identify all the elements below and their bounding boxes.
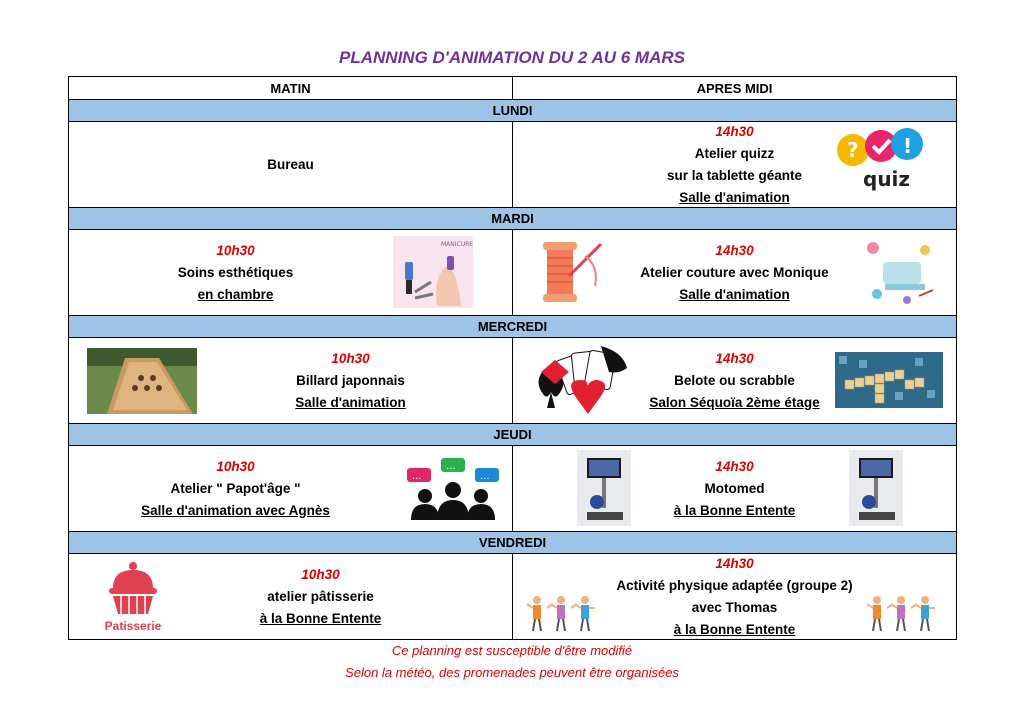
activity-place: Salle d'animation (679, 189, 790, 205)
wednesday-afternoon-cell (513, 338, 957, 424)
activity-place: Salon Séquoïa 2ème étage (649, 394, 820, 410)
activity-name: Belote ou scrabble (674, 372, 795, 388)
cupcake-icon (95, 560, 171, 634)
motomed-photo (849, 450, 903, 526)
activity-place: à la Bonne Entente (673, 621, 796, 637)
day-header-friday: VENDREDI (69, 532, 957, 554)
activity-name: Atelier quizz (694, 145, 775, 161)
thursday-morning-cell (69, 446, 513, 532)
friday-morning-cell (69, 554, 513, 640)
activity-name: Atelier couture avec Monique (640, 264, 829, 280)
svg-text:...: ... (446, 461, 456, 472)
schedule-table (68, 76, 957, 640)
playing-cards-icon (531, 342, 635, 420)
thursday-afternoon-cell (513, 446, 957, 532)
column-header-morning: MATIN (69, 77, 513, 100)
activity-name: Billard japonnais (296, 372, 405, 388)
manicure-icon (393, 236, 473, 308)
activity-name: atelier pâtisserie (267, 588, 374, 604)
page-title: PLANNING D'ANIMATION DU 2 AU 6 MARS (339, 48, 685, 67)
tuesday-morning-cell (69, 230, 513, 316)
day-header-monday: LUNDI (69, 100, 957, 122)
seniors-exercise-icon (865, 594, 937, 634)
activity-time: 10h30 (331, 350, 370, 366)
japanese-billiard-photo (87, 348, 197, 414)
sewing-machine-icon (863, 238, 937, 308)
svg-text:!: ! (903, 134, 913, 158)
day-header-tuesday: MARDI (69, 208, 957, 230)
activity-place: en chambre (197, 286, 274, 302)
activity-time: 14h30 (715, 350, 754, 366)
cupcake-icon-text: Patisserie (104, 619, 162, 633)
scrabble-board-photo (835, 352, 943, 408)
svg-text:...: ... (480, 471, 490, 482)
sewing-thread-icon (529, 236, 609, 308)
activity-time: 14h30 (715, 123, 754, 139)
day-header-wednesday: MERCREDI (69, 316, 957, 338)
quiz-icon-text: quiz (863, 167, 911, 191)
footer-notes (0, 640, 1024, 684)
monday-afternoon-cell (513, 122, 957, 208)
activity-name: Bureau (267, 156, 314, 172)
activity-time: 10h30 (216, 458, 255, 474)
activity-place: Salle d'animation (295, 394, 406, 410)
activity-name: Motomed (704, 480, 765, 496)
column-header-afternoon: APRES MIDI (513, 77, 957, 100)
activity-place: Salle d'animation (679, 286, 790, 302)
monday-morning-cell (69, 122, 513, 208)
day-header-thursday: JEUDI (69, 424, 957, 446)
friday-afternoon-cell (513, 554, 957, 640)
svg-text:?: ? (847, 138, 859, 162)
note-line: Ce planning est susceptible d'être modifié (391, 643, 633, 658)
wednesday-morning-cell (69, 338, 513, 424)
tuesday-afternoon-cell (513, 230, 957, 316)
activity-detail: sur la tablette géante (666, 167, 803, 183)
activity-name: Activité physique adaptée (groupe 2) (616, 577, 853, 593)
note-line: Selon la météo, des promenades peuvent être organisées (345, 665, 679, 680)
activity-time: 10h30 (216, 242, 255, 258)
activity-time: 14h30 (715, 458, 754, 474)
svg-text:...: ... (412, 471, 422, 482)
manicure-icon-text: MANICURE (441, 241, 473, 248)
activity-time: 10h30 (301, 566, 340, 582)
activity-time: 14h30 (715, 555, 754, 571)
quiz-icon (833, 128, 929, 192)
activity-detail: avec Thomas (691, 599, 778, 615)
activity-time: 14h30 (715, 242, 754, 258)
activity-place: à la Bonne Entente (673, 502, 796, 518)
activity-place: Salle d'animation avec Agnès (141, 502, 330, 518)
column-header-row (69, 77, 957, 100)
activity-place: à la Bonne Entente (259, 610, 382, 626)
chat-group-icon (403, 456, 503, 522)
activity-name: Atelier " Papot'âge " (170, 480, 301, 496)
activity-name: Soins esthétiques (177, 264, 294, 280)
